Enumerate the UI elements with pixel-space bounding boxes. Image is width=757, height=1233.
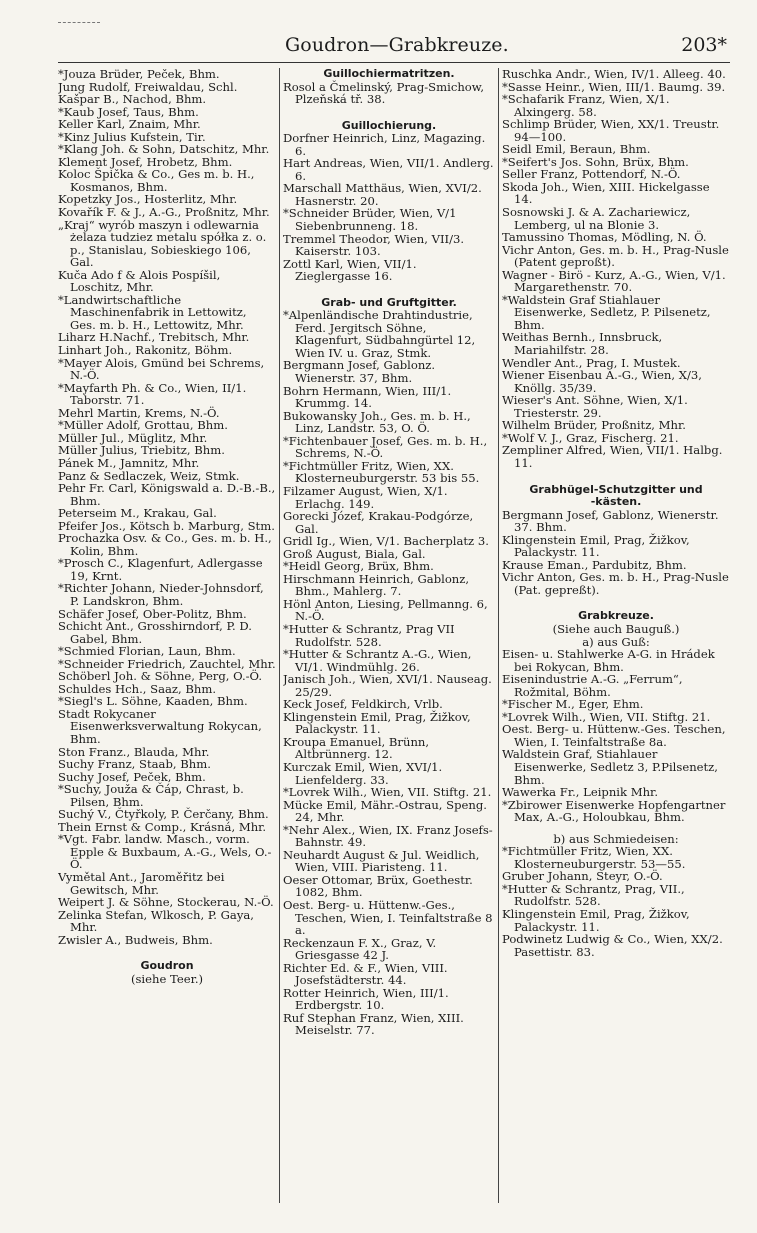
directory-entry: Suchy Josef, Peček, Bhm.	[58, 769, 206, 784]
directory-entry: Schuldes Hch., Saaz, Bhm.	[58, 681, 217, 696]
directory-entry: Wiener Eisenbau A.-G., Wien, X/3, Knöllg. 35/39.	[502, 368, 702, 395]
directory-entry: *Richter Johann, Nieder-Johnsdorf, P. Landskron, Bhm.	[58, 581, 264, 608]
directory-entry: Bergmann Josef, Gablonz, Wienerstr. 37. Bhm.	[502, 507, 719, 535]
directory-entry: Keck Josef, Feldkirch, Vrlb.	[283, 697, 443, 712]
directory-entry: Bohrn Hermann, Wien, III/1. Krummg. 14.	[283, 383, 452, 411]
directory-entry: Waldstein Graf, Stiahlauer Eisenwerke, Sedletz 3, P.Pilsenetz, Bhm.	[502, 747, 718, 787]
directory-entry: Schäfer Josef, Ober-Politz, Bhm.	[58, 606, 247, 621]
page-number: 203*	[681, 34, 727, 56]
directory-entry: Kroupa Emanuel, Brünn, Altbrünnerg. 12.	[283, 734, 430, 762]
directory-entry: Krause Eman., Pardubitz, Bhm.	[502, 557, 687, 572]
directory-entry: *Heidl Georg, Brüx, Bhm.	[283, 559, 434, 574]
directory-entry: Pánek M., Jamnitz, Mhr.	[58, 455, 200, 470]
directory-entry: Klement Josef, Hrobetz, Bhm.	[58, 154, 233, 169]
directory-entry: Gorecki Józef, Krakau-Podgórze, Gal.	[283, 509, 474, 536]
section-note: (siehe Teer.)	[130, 971, 204, 986]
directory-entry: *Hutter & Schrantz A.-G., Wien, VI/1. Windmühlg. 26.	[283, 647, 472, 674]
section-heading-goudron: Goudron	[140, 959, 194, 973]
directory-entry: Filzamer August, Wien, X/1. Erlachg. 149.	[283, 483, 448, 511]
directory-entry: Kovařík F. & J., A.-G., Proßnitz, Mhr.	[58, 205, 270, 220]
section-heading-guillochiermatritzen: Guillochiermatritzen.	[323, 68, 455, 80]
entry-list	[502, 648, 730, 824]
entry-list	[283, 309, 495, 1037]
column-1	[58, 68, 276, 985]
subsection-heading-guss: a) aus Guß:	[582, 634, 650, 649]
directory-entry: Zottl Karl, Wien, VII/1. Zieglergasse 16.	[283, 256, 417, 284]
directory-entry: Tamussino Thomas, Mödling, N. Ö.	[502, 230, 707, 245]
section-heading-grab-gruftgitter: Grab- und Gruftgitter.	[321, 295, 457, 309]
directory-entry: Zempliner Alfred, Wien, VII/1. Halbg. 11.	[502, 443, 723, 470]
directory-entry: *Alpenländische Drahtindustrie, Ferd. Jergitsch Söhne, Klagenfurt, Südbahngürtel 12, Wien IV. u. Graz, Stmk.	[283, 308, 476, 360]
directory-entry: Oest. Berg- u. Hüttenw.-Ges., Teschen, Wien, I. Teinfaltstraße 8 a.	[283, 898, 493, 938]
directory-entry: Ston Franz., Blauda, Mhr.	[58, 744, 210, 759]
directory-entry: Ruschka Andr., Wien, IV/1. Alleeg. 40.	[502, 68, 726, 81]
directory-entry: *Fichtmüller Fritz, Wien, XX. Klosterneuburgerstr. 53 bis 55.	[283, 458, 480, 486]
directory-entry: *Fichtmüller Fritz, Wien, XX. Klosterneuburgerstr. 53—55.	[502, 844, 686, 871]
directory-entry: Zwisler A., Budweis, Bhm.	[58, 932, 213, 947]
column-3	[502, 68, 730, 958]
directory-entry: *Schmied Florian, Laun, Bhm.	[58, 644, 236, 659]
directory-entry: Bukowansky Joh., Ges. m. b. H., Linz, Landstr. 53, O. Ö.	[283, 408, 471, 436]
directory-entry: Neuhardt August & Jul. Weidlich, Wien, VIII. Piaristeng. 11.	[283, 847, 480, 875]
directory-entry: Keller Karl, Znaim, Mhr.	[58, 117, 201, 132]
directory-entry: *Sasse Heinr., Wien, III/1. Baumg. 39.	[502, 79, 726, 94]
directory-entry: Tremmel Theodor, Wien, VII/3. Kaiserstr. 103.	[283, 231, 465, 259]
directory-entry: *Nehr Alex., Wien, IX. Franz Josefs-Bahnstr. 49.	[283, 822, 493, 850]
directory-entry: *Siegl's L. Söhne, Kaaden, Bhm.	[58, 694, 248, 709]
column-divider	[498, 68, 499, 1203]
directory-entry: *Mayer Alois, Gmünd bei Schrems, N.-Ö.	[58, 355, 265, 383]
scan-mark	[58, 22, 100, 23]
directory-entry: *Hutter & Schrantz, Prag VII Rudolfstr. 528.	[283, 621, 455, 649]
directory-entry: Pehr Fr. Carl, Königswald a. D.-B.-B., Bhm.	[58, 481, 276, 508]
directory-entry: Hirschmann Heinrich, Gablonz, Bhm., Mahlerg. 7.	[283, 571, 470, 599]
directory-entry: Pfeifer Jos., Kötsch b. Marburg, Stm.	[58, 518, 275, 533]
directory-entry: *Waldstein Graf Stiahlauer Eisenwerke, Sedletz, P. Pilsenetz, Bhm.	[502, 292, 711, 332]
directory-entry: Janisch Joh., Wien, XVI/1. Nauseag. 25/29.	[283, 672, 492, 699]
directory-entry: Podwinetz Ludwig & Co., Wien, XX/2. Pasettistr. 83.	[502, 932, 723, 959]
directory-entry: Wendler Ant., Prag, I. Mustek.	[502, 355, 681, 370]
spacer	[502, 596, 730, 610]
directory-entry: Schicht Ant., Grosshirndorf, P. D. Gabel, Bhm.	[58, 619, 252, 646]
column-divider	[279, 68, 280, 1203]
directory-entry: *Lovrek Wilh., Wien, VII. Stiftg. 21.	[283, 785, 492, 800]
directory-entry: Weipert J. & Söhne, Stockerau, N.-Ö.	[58, 895, 274, 910]
directory-entry: *Mayfarth Ph. & Co., Wien, II/1. Taborstr. 71.	[58, 380, 247, 408]
directory-entry: Dorfner Heinrich, Linz, Magazing. 6.	[283, 131, 486, 158]
directory-entry: Gridl Ig., Wien, V/1. Bacherplatz 3.	[283, 534, 489, 549]
directory-entry: Müller Jul., Müglitz, Mhr.	[58, 430, 208, 445]
directory-entry: Eisenindustrie A.-G. „Ferrum“, Rožmital, Böhm.	[502, 672, 683, 699]
section-heading-grabhuegel-schutzgitter-cont: -kästen.	[590, 495, 642, 509]
directory-entry: *Fischer M., Eger, Ehm.	[502, 697, 644, 712]
directory-entry: Suchý V., Čtyřkoly, P. Čerčany, Bhm.	[58, 807, 269, 822]
directory-entry: Thein Ernst & Comp., Krásná, Mhr.	[58, 819, 267, 834]
directory-entry: Gruber Johann, Steyr, O.-Ö.	[502, 869, 663, 884]
directory-entry: Kašpar B., Nachod, Bhm.	[58, 92, 207, 107]
directory-entry: *Klang Joh. & Sohn, Datschitz, Mhr.	[58, 142, 270, 157]
directory-entry: Vichr Anton, Ges. m. b. H., Prag-Nusle (Pat. gepreßt).	[502, 570, 729, 597]
entry-list	[283, 81, 495, 106]
directory-entry: Wagner - Birö - Kurz, A.-G., Wien, V/1. Margarethenstr. 70.	[502, 267, 726, 295]
directory-entry: Jung Rudolf, Freiwaldau, Schl.	[58, 79, 238, 94]
section-heading-grabkreuze: Grabkreuze.	[578, 609, 654, 623]
directory-entry: Marschall Matthäus, Wien, XVI/2. Hasnerstr. 20.	[283, 181, 482, 208]
directory-entry: Kopetzky Jos., Hosterlitz, Mhr.	[58, 192, 238, 207]
directory-entry: *Prosch C., Klagenfurt, Adlergasse 19, Krnt.	[58, 556, 263, 583]
section-heading-guillochierung: Guillochierung.	[341, 118, 437, 132]
directory-entry: *Schneider Brüder, Wien, V/1 Siebenbrunneng. 18.	[283, 206, 457, 234]
directory-entry: Suchy Franz, Staab, Bhm.	[58, 757, 211, 772]
directory-entry: Rotter Heinrich, Wien, III/1. Erdbergstr. 10.	[283, 985, 449, 1013]
directory-entry: *Suchy, Jouža & Čáp, Chrast, b. Pilsen, Bhm.	[58, 782, 244, 809]
page-header	[0, 34, 757, 60]
directory-entry: *Zbirower Eisenwerke Hopfengartner Max, A.-G., Holoubkau, Bhm.	[502, 797, 726, 825]
directory-entry: Mücke Emil, Mähr.-Ostrau, Speng. 24, Mhr.	[283, 797, 487, 825]
directory-entry: Sosnowski J. & A. Zachariewicz, Lemberg, ul na Blonie 3.	[502, 205, 691, 232]
directory-entry: Schlimp Brüder, Wien, XX/1. Treustr. 94—100.	[502, 117, 720, 144]
entry-list	[502, 68, 730, 470]
directory-entry: Oeser Ottomar, Brüx, Goethestr. 1082, Bhm.	[283, 872, 473, 900]
directory-entry: Liharz H.Nachf., Trebitsch, Mhr.	[58, 330, 250, 345]
directory-entry: Seller Franz, Pottendorf, N.-Ö.	[502, 167, 681, 182]
directory-entry: *Lovrek Wilh., Wien, VII. Stiftg. 21.	[502, 709, 711, 724]
directory-entry: Peterseim M., Krakau, Gal.	[58, 506, 217, 521]
entry-list	[283, 132, 495, 283]
directory-entry: Rosol a Čmelinský, Prag-Smichow, Plzeňská tř. 38.	[283, 79, 485, 107]
directory-entry: *Hutter & Schrantz, Prag, VII., Rudolfstr. 528.	[502, 881, 685, 909]
directory-entry: Klingenstein Emil, Prag, Žižkov, Palackystr. 11.	[502, 907, 690, 934]
directory-entry: Groß August, Biala, Gal.	[283, 546, 426, 561]
directory-entry: Hart Andreas, Wien, VII/1. Andlerg. 6.	[283, 156, 494, 183]
section-note: (Siehe auch Bauguß.)	[552, 621, 680, 636]
spacer	[58, 946, 276, 960]
directory-entry: Wawerka Fr., Leipnik Mhr.	[502, 785, 659, 800]
entry-list	[502, 509, 730, 597]
directory-entry: Klingenstein Emil, Prag, Žižkov, Palackystr. 11.	[283, 709, 471, 737]
directory-entry: Panz & Sedlaczek, Weiz, Stmk.	[58, 468, 240, 483]
section-heading-grabhuegel-schutzgitter: Grabhügel-Schutzgitter und	[529, 482, 703, 496]
directory-entry: Mehrl Martin, Krems, N.-Ö.	[58, 405, 220, 420]
directory-entry: *Schneider Friedrich, Zauchtel, Mhr.	[58, 656, 276, 671]
spacer	[283, 106, 495, 120]
column-2	[283, 68, 495, 1037]
directory-entry: Seidl Emil, Beraun, Bhm.	[502, 142, 651, 157]
directory-entry: Müller Julius, Triebitz, Bhm.	[58, 443, 225, 458]
directory-entry: Prochazka Osv. & Co., Ges. m. b. H., Kolin, Bhm.	[58, 531, 272, 558]
directory-entry: Linhart Joh., Rakonitz, Böhm.	[58, 343, 233, 358]
directory-entry: Koloc Špička & Co., Ges m. b. H., Kosmanos, Bhm.	[58, 167, 255, 194]
directory-entry: Skoda Joh., Wien, XIII. Hickelgasse 14.	[502, 179, 710, 207]
directory-entry: *Schafarik Franz, Wien, X/1. Alxingerg. 58.	[502, 92, 670, 119]
directory-entry: *Fichtenbauer Josef, Ges. m. b. H., Schrems, N.-Ö.	[283, 433, 488, 461]
directory-entry: Eisen- u. Stahlwerke A-G. in Hrádek bei Rokycan, Bhm.	[502, 647, 715, 674]
spacer	[502, 470, 730, 484]
directory-entry: Richter Ed. & F., Wien, VIII. Josefstädterstr. 44.	[283, 960, 448, 988]
directory-entry: *Kaub Josef, Taus, Bhm.	[58, 104, 199, 119]
directory-entry: Schöberl Joh. & Söhne, Perg, O.-Ö.	[58, 669, 263, 684]
directory-entry: *Müller Adolf, Grottau, Bhm.	[58, 418, 228, 433]
directory-entry: Reckenzaun F. X., Graz, V. Griesgasse 42 J.	[283, 935, 437, 963]
spacer	[283, 283, 495, 297]
entry-list	[58, 68, 276, 946]
directory-entry: Vichr Anton, Ges. m. b. H., Prag-Nusle (Patent geproßt).	[502, 242, 729, 270]
directory-entry: Hönl Anton, Liesing, Pellmanng. 6, N.-Ö.	[283, 596, 488, 624]
directory-entry: *Wolf V. J., Graz, Fischerg. 21.	[502, 430, 679, 445]
directory-entry: Zelinka Stefan, Wlkosch, P. Gaya, Mhr.	[58, 907, 254, 935]
directory-entry: *Kinz Julius Kufstein, Tir.	[58, 129, 206, 144]
header-rule	[58, 62, 730, 63]
directory-entry: *Jouza Brüder, Peček, Bhm.	[58, 68, 220, 81]
directory-entry: Klingenstein Emil, Prag, Žižkov, Palackystr. 11.	[502, 532, 690, 560]
directory-entry: Weithas Bernh., Innsbruck, Mariahilfstr. 28.	[502, 330, 663, 358]
directory-entry: Oest. Berg- u. Hüttenw.-Ges. Teschen, Wien, I. Teinfaltstraße 8a.	[502, 722, 726, 749]
entry-list	[502, 845, 730, 958]
directory-entry: Kurczak Emil, Wien, XVI/1. Lienfelderg. 33.	[283, 759, 443, 787]
directory-entry: Wieser's Ant. Söhne, Wien, X/1. Triesterstr. 29.	[502, 393, 688, 420]
directory-entry: *Seifert's Jos. Sohn, Brüx, Bhm.	[502, 154, 689, 169]
directory-entry: Stadt Rokycaner Eisenwerksverwaltung Rokycan, Bhm.	[58, 706, 262, 746]
subsection-heading-schmiedeisen: b) aus Schmiedeisen:	[553, 831, 679, 846]
directory-entry: *Landwirtschaftliche Maschinenfabrik in Lettowitz, Ges. m. b. H., Lettowitz, Mhr.	[58, 292, 247, 332]
directory-entry: Ruf Stephan Franz, Wien, XIII. Meiselstr. 77.	[283, 1010, 464, 1038]
directory-entry: Vymětal Ant., Jaroměřitz bei Gewitsch, Mhr.	[58, 870, 225, 897]
directory-entry: „Kraj“ wyrób maszyn i odlewarnia żelaza tudziez metalu spółka z. o. p., Stanislau, Sobieskiego 106, Gal.	[58, 217, 267, 270]
directory-entry: Bergmann Josef, Gablonz. Wienerstr. 37, Bhm.	[283, 358, 436, 386]
running-title: Goudron—Grabkreuze.	[285, 34, 509, 56]
directory-entry: Wilhelm Brüder, Proßnitz, Mhr.	[502, 418, 686, 433]
directory-entry: *Vgt. Fabr. landw. Masch., vorm. Epple & Buxbaum, A.-G., Wels, O.-Ö.	[58, 832, 272, 872]
directory-entry: Kuča Ado f & Alois Pospíšil, Loschitz, Mhr.	[58, 267, 221, 295]
